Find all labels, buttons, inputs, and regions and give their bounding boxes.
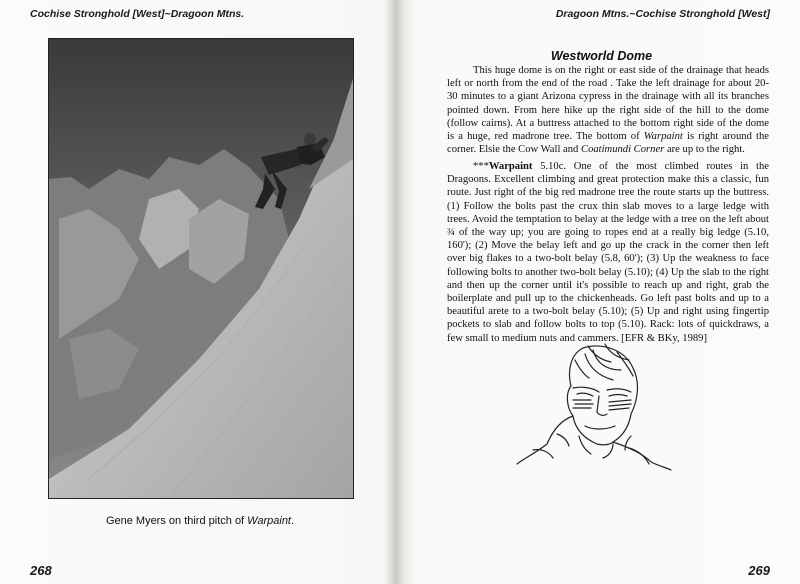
intro-text-c: are up to the right.: [664, 144, 745, 156]
left-running-head: Cochise Stronghold [West]~Dragoon Mtns.: [30, 8, 245, 20]
warpaint-face-sketch: [513, 340, 673, 475]
photo-caption: [48, 515, 352, 527]
intro-route-coatimundi: Coatimundi Corner: [581, 144, 665, 156]
intro-text-a: This huge dome is on the right or east side of the drainage that heads left or north from the end of the road . Take the left drainage for about 20-30 minutes to a giant Arizona cypress in the drainage with all its branches pointed down. From here hike up the right side of the hill to the dome (follow cairns). At a buttress attached to the bottom right side of the dome is a huge, red madrone tree. The bottom of: [447, 65, 769, 143]
left-page-number: 268: [30, 563, 52, 578]
intro-route-warpaint: Warpaint: [643, 131, 683, 143]
caption-text: Gene Myers on third pitch of: [105, 515, 248, 527]
intro-paragraph: [447, 64, 769, 156]
section-title: Westworld Dome: [550, 49, 653, 63]
climbing-photo-illustration: [49, 39, 353, 498]
caption-route-name: Warpaint: [247, 515, 291, 527]
route-stars: ***: [473, 161, 489, 172]
route-name: Warpaint: [488, 161, 533, 172]
route-description: [447, 160, 769, 345]
intro-text-b: is right around the corner. Elsie the Cow Wall and: [447, 131, 769, 156]
right-running-head: Dragoon Mtns.~Cochise Stronghold [West]: [555, 8, 770, 20]
left-page: [0, 0, 397, 584]
right-page-number: 269: [748, 563, 770, 578]
right-page: [403, 0, 800, 584]
route-text: 5.10c. One of the most climbed routes in the Dragoons. Excellent climbing and great protection make this a classic, fun route. Just right of the big red madrone tree the route starts up the buttress. (1) Follow the bolts past the crux thin slab moves to a large ledge with trees. Avoid the temptation to belay at the ledge with a tree on the left about ¾ of the way up; you are going to ropes end at a really big ledge (5.10, 160'); (2) Move the belay left and go up the crack in the corner then left over big flakes to a two-bolt belay (5.8, 60'); (3) Up the weakness to face following bolts to another two-bolt belay (5.10); (4) Up the slab to the right and then up the corner until it's possible to reach up and right, grab the boilerplate and pull up to the chickenheads. Go left past bolts and up to a beautiful arete to a two-bolt belay (5.10); (5) Up and right using fingertip pockets to slab and follow bolts to top (5.10). Rack: lots of quickdraws, a few small to medium nuts and cammers. [EFR & BKy, 1989]: [447, 161, 769, 344]
caption-period: .: [291, 515, 295, 527]
climber-photo: [48, 38, 354, 499]
